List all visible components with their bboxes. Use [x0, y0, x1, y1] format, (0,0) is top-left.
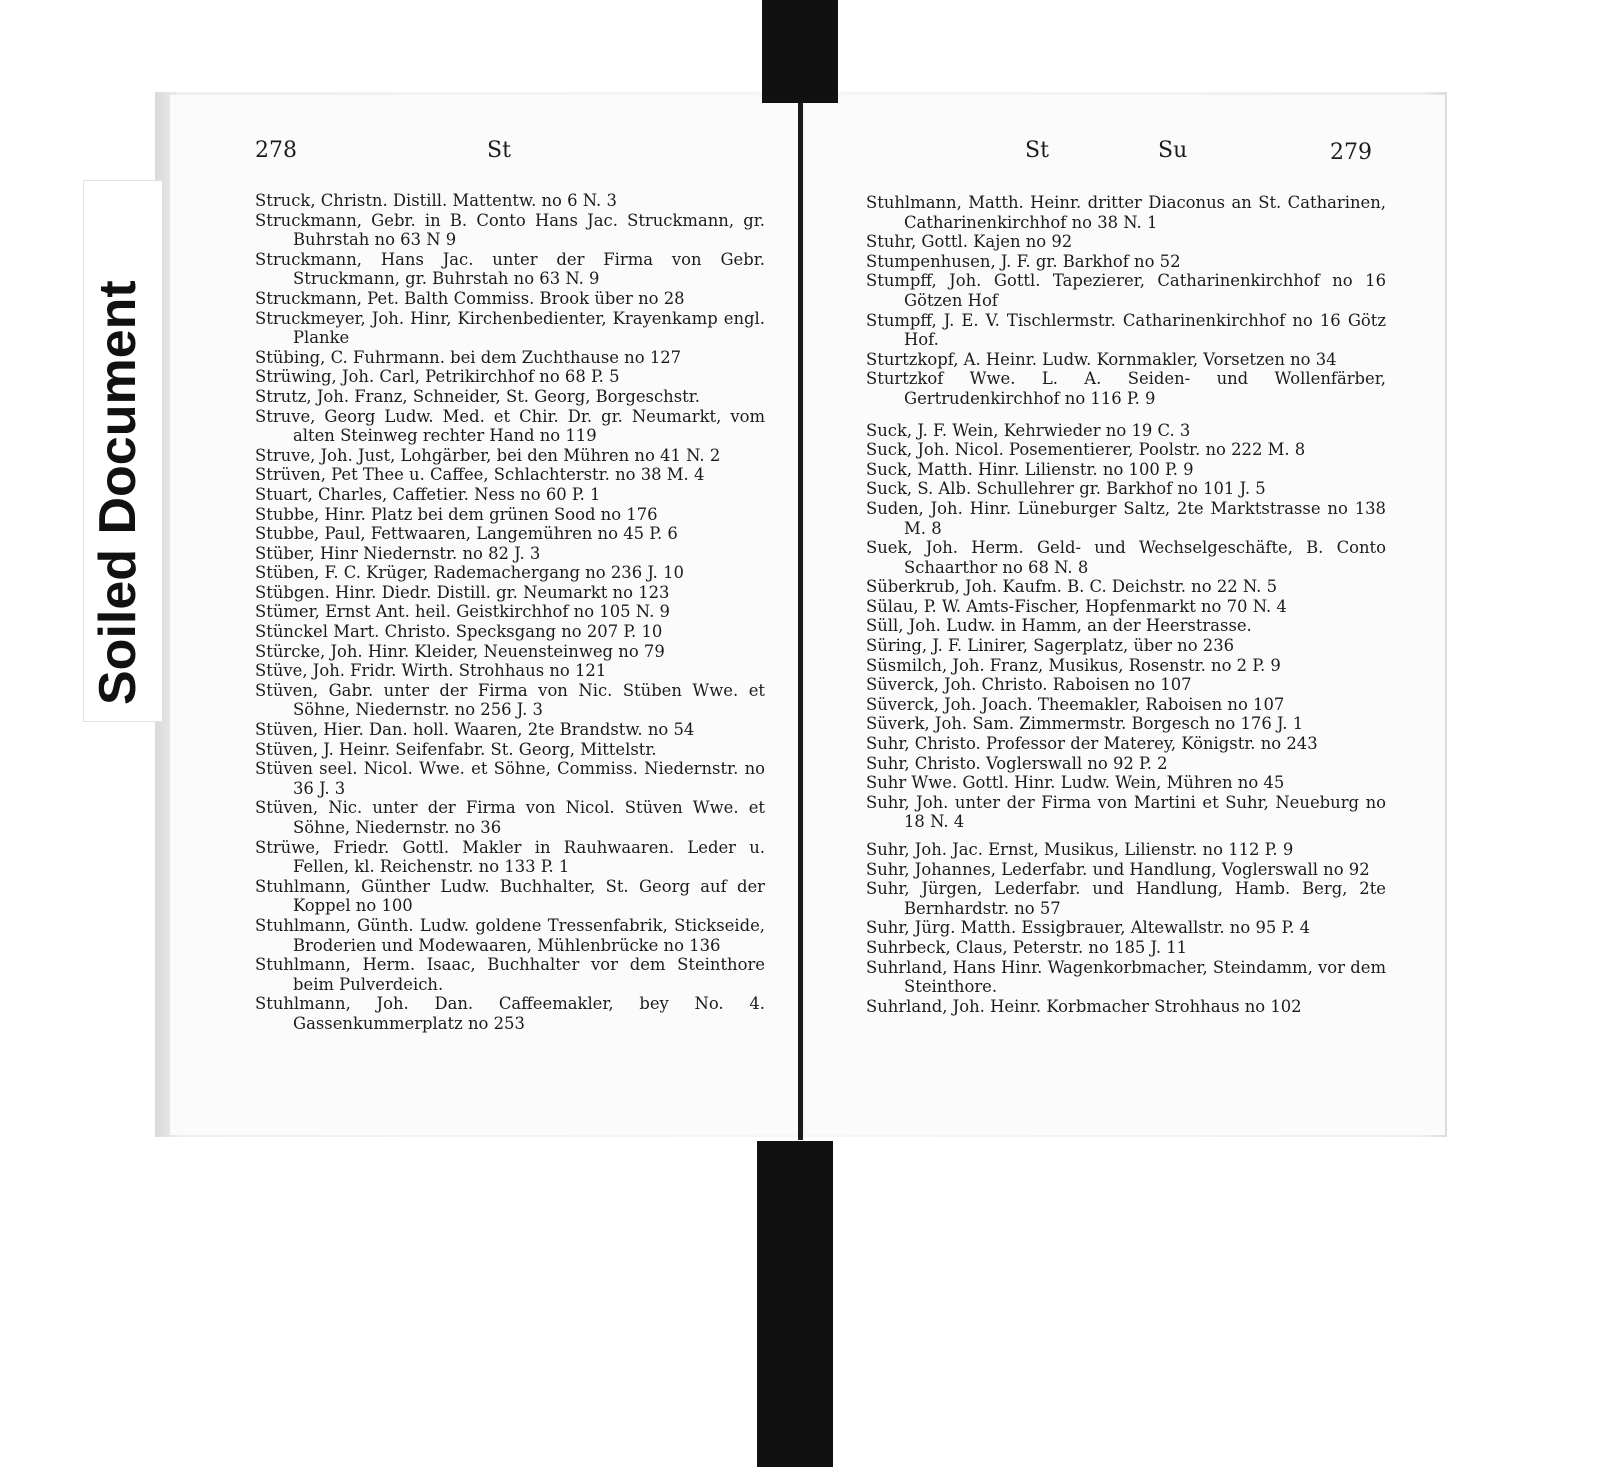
list-item: Stuhlmann, Günth. Ludw. goldene Tressenfabrik, Stickseide, Broderien und Modewaaren, Mühlenbrücke no 136 — [255, 915, 765, 955]
list-item: Stümer, Ernst Ant. heil. Geistkirchhof no 105 N. 9 — [255, 602, 670, 622]
list-item: Suhr, Christo. Voglerswall no 92 P. 2 — [866, 753, 1168, 773]
list-item: Stumpff, J. E. V. Tischlermstr. Catharinenkirchhof no 16 Götz Hof. — [866, 310, 1386, 350]
left-entry-list — [255, 191, 765, 1034]
list-item: Stuhlmann, Matth. Heinr. dritter Diaconus an St. Catharinen, Catharinenkirchhof no 38 N. 1 — [866, 193, 1386, 232]
list-item: Stüve, Joh. Fridr. Wirth. Strohhaus no 121 — [255, 661, 607, 681]
list-item: Suek, Joh. Herm. Geld- und Wechselgeschäfte, B. Conto Schaarthor no 68 N. 8 — [866, 538, 1386, 577]
list-item: Stumpenhusen, J. F. gr. Barkhof no 52 — [866, 251, 1181, 271]
list-item: Stüven, Gabr. unter der Firma von Nic. Stüben Wwe. et Söhne, Niedernstr. no 256 J. 3 — [255, 680, 765, 720]
list-item: Struve, Georg Ludw. Med. et Chir. Dr. gr. Neumarkt, vom alten Steinweg rechter Hand no 119 — [255, 406, 765, 446]
list-item: Strüven, Pet Thee u. Caffee, Schlachterstr. no 38 M. 4 — [255, 465, 705, 485]
list-item: Stüven seel. Nicol. Wwe. et Söhne, Commiss. Niedernstr. no 36 J. 3 — [255, 759, 765, 798]
list-item: Stürcke, Joh. Hinr. Kleider, Neuensteinweg no 79 — [255, 641, 665, 661]
list-item: Stüven, J. Heinr. Seifenfabr. St. Georg, Mittelstr. — [255, 739, 657, 759]
list-item: Stünckel Mart. Christo. Specksgang no 207 P. 10 — [255, 622, 663, 642]
list-item: Süverk, Joh. Sam. Zimmermstr. Borgesch no 176 J. 1 — [866, 714, 1304, 734]
list-item: Suhr, Joh. Jac. Ernst, Musikus, Lilienstr. no 112 P. 9 — [866, 840, 1294, 859]
list-item: Stüber, Hinr Niedernstr. no 82 J. 3 — [255, 543, 541, 563]
list-item: Stuhr, Gottl. Kajen no 92 — [866, 232, 1073, 252]
list-item: Strüwe, Friedr. Gottl. Makler in Rauhwaaren. Leder u. Fellen, kl. Reichenstr. no 133 P. 1 — [255, 837, 765, 877]
list-item: Suck, J. F. Wein, Kehrwieder no 19 C. 3 — [866, 420, 1191, 440]
list-item: Stübgen. Hinr. Diedr. Distill. gr. Neumarkt no 123 — [255, 582, 670, 602]
list-item: Suhr Wwe. Gottl. Hinr. Ludw. Wein, Mühren no 45 — [866, 773, 1285, 793]
list-item: Suden, Joh. Hinr. Lüneburger Saltz, 2te Marktstrasse no 138 M. 8 — [866, 498, 1386, 538]
list-item: Stuhlmann, Joh. Dan. Caffeemakler, bey No. 4. Gassenkummerplatz no 253 — [255, 994, 765, 1033]
list-item: Suhr, Jürgen, Lederfabr. und Handlung, Hamb. Berg, 2te Bernhardstr. no 57 — [866, 879, 1386, 918]
list-item: Struckmeyer, Joh. Hinr, Kirchenbedienter, Krayenkamp engl. Planke — [255, 308, 765, 348]
list-item: Struve, Joh. Just, Lohgärber, bei den Mühren no 41 N. 2 — [255, 445, 721, 465]
list-item: Süverck, Joh. Joach. Theemakler, Raboisen no 107 — [866, 694, 1285, 714]
list-item: Süring, J. F. Linirer, Sagerplatz, über no 236 — [866, 636, 1235, 656]
list-item: Suhrland, Joh. Heinr. Korbmacher Strohhaus no 102 — [866, 996, 1302, 1016]
list-item: Struckmann, Gebr. in B. Conto Hans Jac. Struckmann, gr. Buhrstah no 63 N 9 — [255, 210, 765, 250]
right-page-header-left: St — [1025, 138, 1049, 163]
list-item: Suhr, Jürg. Matth. Essigbrauer, Altewallstr. no 95 P. 4 — [866, 918, 1311, 938]
list-item: Sülau, P. W. Amts-Fischer, Hopfenmarkt no 70 N. 4 — [866, 596, 1287, 616]
left-page-header: St — [487, 138, 511, 163]
list-item: Suck, Matth. Hinr. Lilienstr. no 100 P. 9 — [866, 459, 1194, 479]
list-item: Sturtzkof Wwe. L. A. Seiden- und Wollenfärber, Gertrudenkirchhof no 116 P. 9 — [866, 369, 1386, 408]
list-item: Suck, S. Alb. Schullehrer gr. Barkhof no 101 J. 5 — [866, 479, 1266, 499]
bottom-black-band — [757, 1141, 833, 1467]
list-item: Struck, Christn. Distill. Mattentw. no 6 N. 3 — [255, 191, 617, 210]
list-item: Struckmann, Pet. Balth Commiss. Brook über no 28 — [255, 288, 685, 308]
list-item: Stubbe, Hinr. Platz bei dem grünen Sood no 176 — [255, 504, 658, 524]
list-item: Struckmann, Hans Jac. unter der Firma von Gebr. Struckmann, gr. Buhrstah no 63 N. 9 — [255, 249, 765, 289]
list-item: Süverck, Joh. Christo. Raboisen no 107 — [866, 675, 1192, 695]
list-item: Süberkrub, Joh. Kaufm. B. C. Deichstr. no 22 N. 5 — [866, 577, 1278, 597]
list-item: Suhr, Joh. unter der Firma von Martini et Suhr, Neueburg no 18 N. 4 — [866, 792, 1386, 832]
soiled-document-label: Soiled Document — [89, 280, 147, 705]
list-item: Süsmilch, Joh. Franz, Musikus, Rosenstr. no 2 P. 9 — [866, 655, 1281, 675]
right-page-header-right: Su — [1158, 138, 1188, 163]
list-item: Stubbe, Paul, Fettwaaren, Langemühren no 45 P. 6 — [255, 524, 678, 544]
list-item: Suhr, Johannes, Lederfabr. und Handlung, Voglerswall no 92 — [866, 859, 1370, 879]
list-item: Stüven, Nic. unter der Firma von Nicol. Stüven Wwe. et Söhne, Niedernstr. no 36 — [255, 798, 765, 837]
top-black-band — [762, 0, 838, 103]
list-item: Strüwing, Joh. Carl, Petrikirchhof no 68 P. 5 — [255, 367, 620, 387]
book-gutter — [798, 95, 803, 1140]
list-item: Stuart, Charles, Caffetier. Ness no 60 P. 1 — [255, 484, 601, 504]
list-item: Stuhlmann, Herm. Isaac, Buchhalter vor dem Steinthore beim Pulverdeich. — [255, 955, 765, 994]
list-item: Sturtzkopf, A. Heinr. Ludw. Kornmakler, Vorsetzen no 34 — [866, 349, 1337, 369]
list-item: Suhrland, Hans Hinr. Wagenkorbmacher, Steindamm, vor dem Steinthore. — [866, 957, 1386, 997]
right-page-number: 279 — [1330, 140, 1372, 165]
list-item: Süll, Joh. Ludw. in Hamm, an der Heerstrasse. — [866, 616, 1252, 636]
list-item: Suhr, Christo. Professor der Materey, Königstr. no 243 — [866, 734, 1318, 754]
list-item: Stumpff, Joh. Gottl. Tapezierer, Catharinenkirchhof no 16 Götzen Hof — [866, 271, 1386, 310]
list-item: Suhrbeck, Claus, Peterstr. no 185 J. 11 — [866, 937, 1188, 957]
left-page-number: 278 — [255, 138, 297, 163]
list-item: Stüben, F. C. Krüger, Rademachergang no 236 J. 10 — [255, 563, 684, 583]
list-item: Suck, Joh. Nicol. Posementierer, Poolstr. no 222 M. 8 — [866, 440, 1306, 460]
right-entry-list — [866, 193, 1386, 1016]
list-item: Stuhlmann, Günther Ludw. Buchhalter, St. Georg auf der Koppel no 100 — [255, 876, 765, 916]
list-item: Stübing, C. Fuhrmann. bei dem Zuchthause no 127 — [255, 347, 682, 367]
list-item: Strutz, Joh. Franz, Schneider, St. Georg, Borgeschstr. — [255, 386, 700, 406]
list-item: Stüven, Hier. Dan. holl. Waaren, 2te Brandstw. no 54 — [255, 720, 695, 740]
